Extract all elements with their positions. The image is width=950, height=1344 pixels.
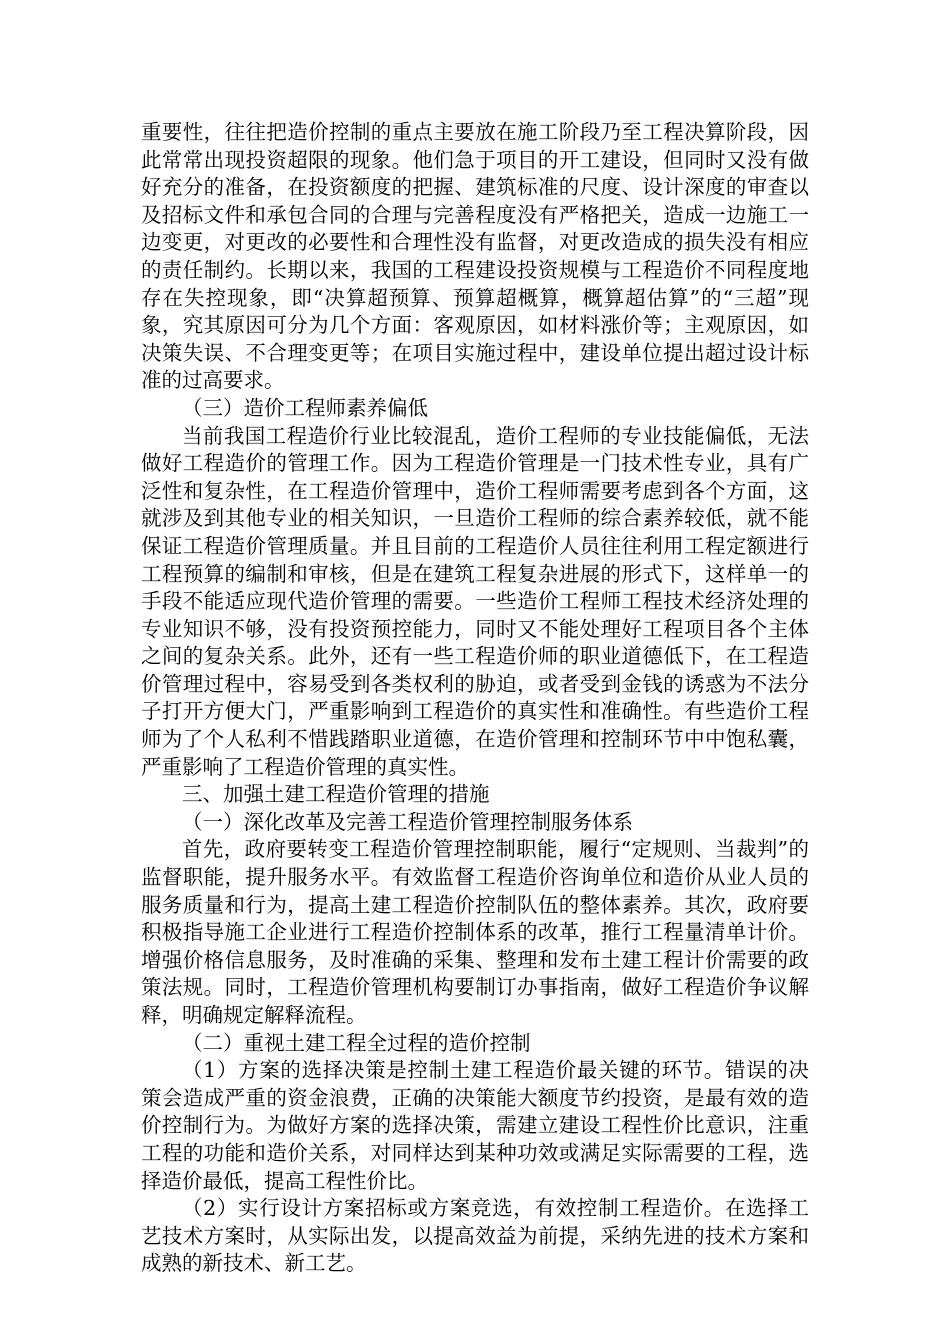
paragraph-continued: 重要性，往往把造价控制的重点主要放在施工阶段乃至工程决算阶段，因此常常出现投资超限的现象。他们急于项目的开工建设，但同时又没有做好充分的准备，在投资额度的把握、建筑标准的尺度、设计深度的审查以及招标文件和承包合同的合理与完善程度没有严格把关，造成一边施工一边变更，对更改的必要性和合理性没有监督，对更改造成的损失没有相应的责任制约。长期以来，我国的工程建设投资规模与工程造价不同程度地存在失控现象，即“决算超预算、预算超概算，概算超估算”的“三超”现象，究其原因可分为几个方面：客观原因，如材料涨价等；主观原因，如决策失误、不合理变更等；在项目实施过程中，建设单位提出超过设计标准的过高要求。	[141, 120, 809, 393]
paragraph-decision: （1）方案的选择决策是控制土建工程造价最关键的环节。错误的决策会造成严重的资金浪费，正确的决策能大额度节约投资，是最有效的造价控制行为。为做好方案的选择决策，需建立建设工程性价比意识，注重工程的功能和造价关系，对同样达到某种功效或满足实际需要的工程，选择造价最低，提高工程性价比。	[141, 1058, 809, 1193]
paragraph-design-bidding: （2）实行设计方案招标或方案竞选，有效控制工程造价。在选择工艺技术方案时，从实际出发，以提高效益为前提，采纳先进的技术方案和成熟的新技术、新工艺。	[141, 1196, 809, 1276]
section-heading-measures: 三、加强土建工程造价管理的措施	[182, 782, 490, 807]
document-page	[141, 119, 809, 1278]
paragraph-talent: 当前我国工程造价行业比较混乱，造价工程师的专业技能偏低，无法做好工程造价的管理工作。因为工程造价管理是一门技术性专业，具有广泛性和复杂性，在工程造价管理中，造价工程师需要考虑到各个方面，这就涉及到其他专业的相关知识，一旦造价工程师的综合素养较低，就不能保证工程造价管理质量。并且目前的工程造价人员往往利用工程定额进行工程预算的编制和审核，但是在建筑工程复杂进展的形式下，这样单一的手段不能适应现代造价管理的需要。一些造价工程师工程技术经济处理的专业知识不够，没有投资预控能力，同时又不能处理好工程项目各个主体之间的复杂关系。此外，还有一些工程造价师的职业道德低下，在工程造价管理过程中，容易受到各类权利的胁迫，或者受到金钱的诱惑为不法分子打开方便大门，严重影响到工程造价的真实性和准确性。有些造价工程师为了个人私利不惜践踏职业道德，在造价管理和控制环节中中饱私囊，严重影响了工程造价管理的真实性。	[141, 423, 809, 779]
section-heading-whole-process: （二）重视土建工程全过程的造价控制	[182, 1030, 531, 1055]
paragraph-reform: 首先，政府要转变工程造价管理控制职能，履行“定规则、当裁判”的监督职能，提升服务水平。有效监督工程造价咨询单位和造价从业人员的服务质量和行为，提高土建工程造价控制队伍的整体素养。其次，政府要积极指导施工企业进行工程造价控制体系的改革，推行工程量清单计价。增强价格信息服务，及时准确的采集、整理和发布土建工程计价需要的政策法规。同时，工程造价管理机构要制订办事指南，做好工程造价争议解释，明确规定解释流程。	[141, 837, 809, 1027]
section-heading-reform: （一）深化改革及完善工程造价管理控制服务体系	[182, 809, 633, 834]
section-heading-talent: （三）造价工程师素养偏低	[182, 395, 428, 420]
